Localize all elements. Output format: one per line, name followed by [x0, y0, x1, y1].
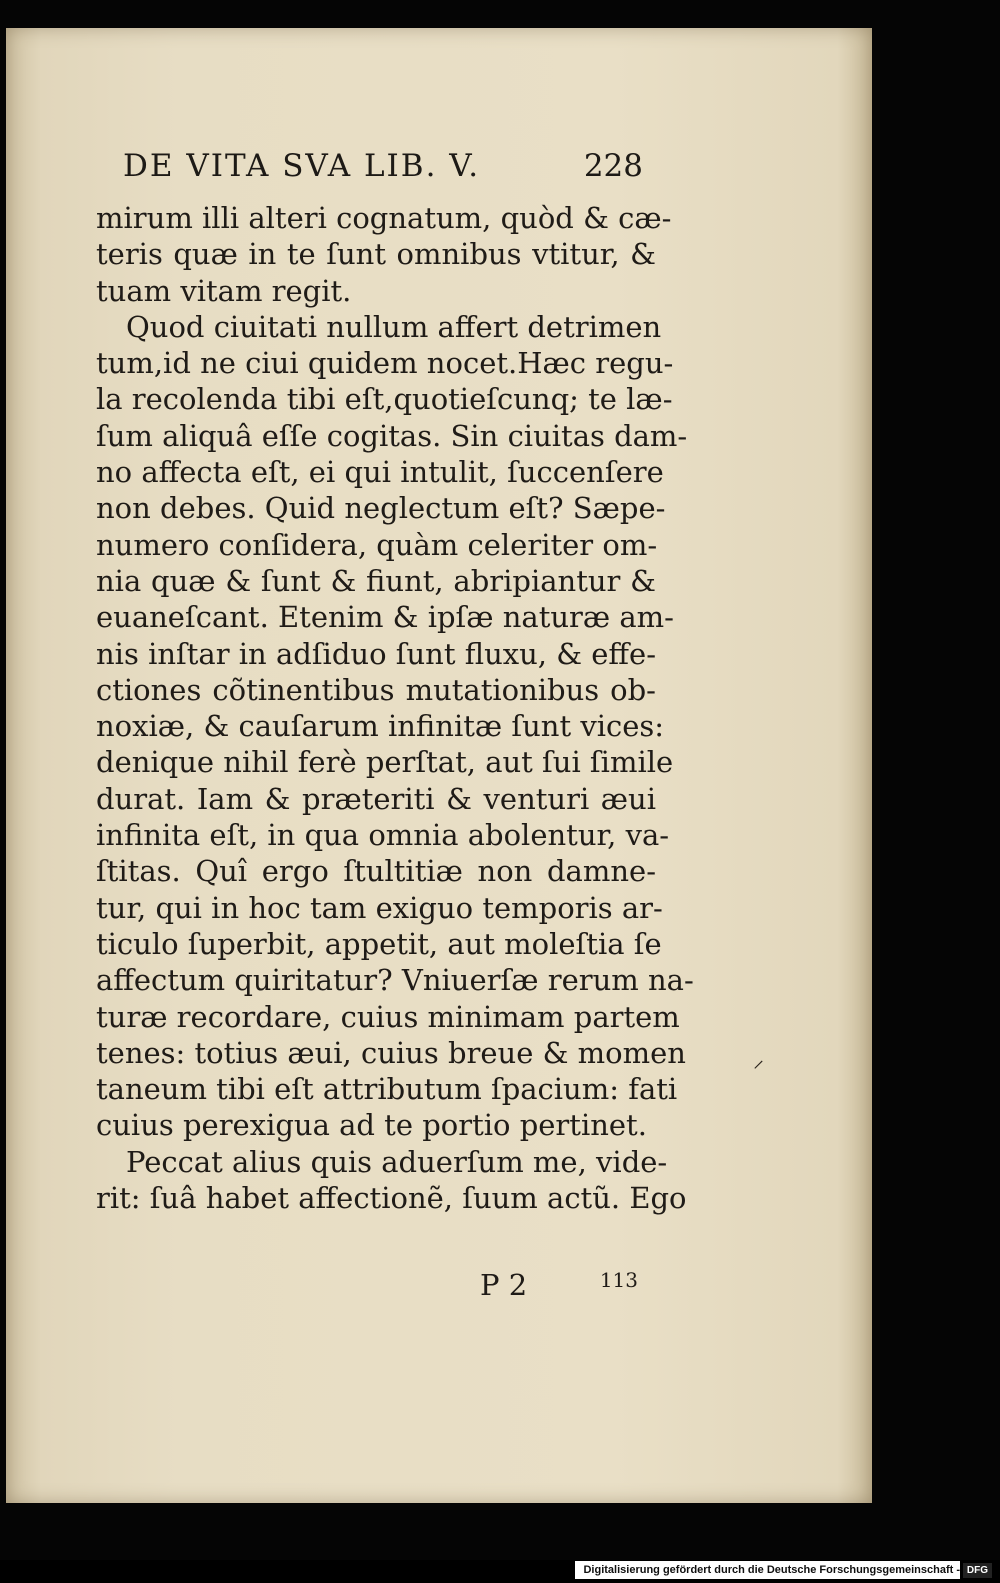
text-line: ctiones cõtinentibus mutationibus ob- — [96, 672, 656, 707]
text-line: affectum quiritatur? Vniuerſæ rerum na- — [96, 963, 694, 998]
text-line: non debes. Quid neglectum eſt? Sæpe- — [96, 491, 666, 526]
text-line: nis inſtar in adſiduo ſunt fluxu, & effe- — [96, 636, 656, 671]
page-number: 228 — [583, 148, 643, 184]
text-line: numero conſidera, quàm celeriter om- — [96, 527, 658, 562]
text-line: ſum aliquâ eſſe cogitas. Sin ciuitas dam- — [96, 418, 688, 453]
text-line: taneum tibi eſt attributum ſpacium: fati — [96, 1072, 678, 1107]
text-line: tenes: totius æui, cuius breue & momen — [96, 1035, 686, 1070]
footer-credit: Digitalisierung gefördert durch die Deutsche Forschungsgemeinschaft - — [575, 1561, 960, 1579]
text-line: infinita eſt, in qua omnia abolentur, va- — [96, 818, 670, 853]
text-line: ſtitas. Quî ergo ſtultitiæ non damne- — [96, 854, 656, 889]
text-block — [96, 200, 694, 1216]
text-line: ticulo ſuperbit, appetit, aut moleſtia ſe — [96, 926, 662, 961]
text-line: tur, qui in hoc tam exiguo temporis ar- — [96, 890, 663, 925]
text-line: teris quæ in te ſunt omnibus vtitur, & — [96, 237, 656, 272]
running-title: DE VITA SVA LIB. V. — [123, 148, 481, 184]
catchword: 113 — [599, 1268, 638, 1292]
text-line: mirum illi alteri cognatum, quòd & cæ- — [96, 201, 672, 235]
dfg-logo: DFG — [963, 1563, 992, 1578]
text-line: Peccat alius quis aduerſum me, vide- — [126, 1144, 668, 1179]
text-line: la recolenda tibi eſt,quotieſcunq; te læ- — [96, 382, 673, 417]
text-line: denique nihil ferè perſtat, aut ſui ſimile — [96, 745, 674, 780]
text-line: rit: ſuâ habet affectionẽ, ſuum actũ. Ego — [96, 1181, 687, 1216]
text-line: tuam vitam regit. — [96, 273, 352, 308]
text-line: tum,id ne ciui quidem nocet.Hæc regu- — [96, 346, 674, 381]
text-line: cuius perexigua ad te portio pertinet. — [96, 1108, 647, 1143]
text-line: Quod ciuitati nullum affert detrimen — [126, 309, 662, 344]
text-line: nia quæ & ſunt & fiunt, abripiantur & — [96, 563, 656, 598]
signature-mark: P 2 — [480, 1268, 528, 1302]
text-line: euaneſcant. Etenim & ipſæ naturæ am- — [96, 600, 674, 635]
text-line: no affecta eſt, ei qui intulit, ſuccenſere — [96, 455, 664, 490]
text-line: noxiæ, & cauſarum infinitæ ſunt vices: — [96, 709, 665, 744]
running-head — [123, 128, 643, 188]
margin-mark: ⸝ — [753, 1048, 765, 1073]
text-line: turæ recordare, cuius minimam partem — [96, 999, 680, 1034]
text-line: durat. Iam & præteriti & venturi æui — [96, 781, 656, 816]
